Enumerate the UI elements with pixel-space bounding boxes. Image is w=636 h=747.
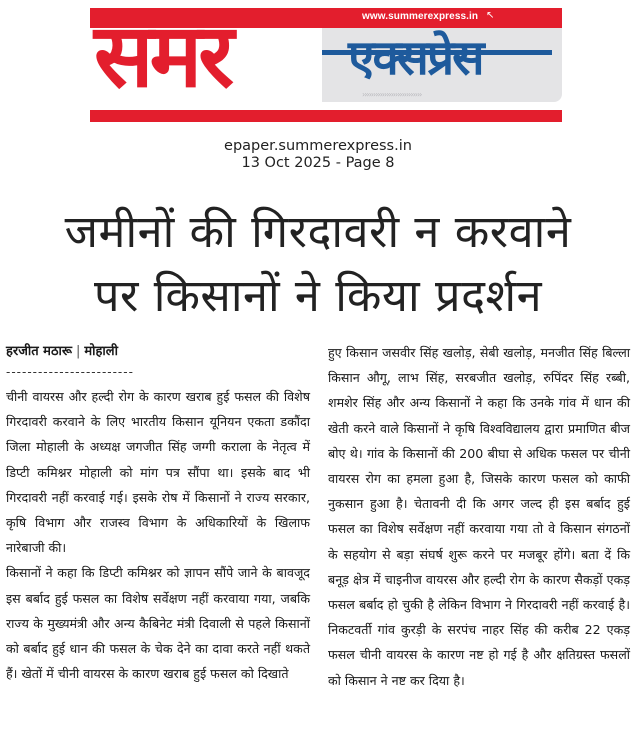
article-column-right (328, 340, 630, 693)
article-paragraph: चीनी वायरस और हल्दी रोग के कारण खराब हुई फसल की विशेष गिरदावरी करवाने के लिए भारतीय किसान यूनियन एकता डकौंदा जिला मोहाली के अध्यक्ष जगजीत सिंह जग्गी कराला के नेतृत्व में डिप्टी कमिश्नर मोहाली को मांग पत्र सौंपा था। इसके बाद भी गिरदावरी नहीं करवाई गई। इसके रोष में किसानों ने राज्य सरकार, कृषि विभाग और राजस्व विभाग के अधिकारियों के खिलाफ नारेबाजी की। (6, 389, 310, 556)
source-date-page: 13 Oct 2025 - Page 8 (241, 155, 395, 171)
article-paragraph: हुए किसान जसवीर सिंह खलोड़, सेबी खलोड़, मनजीत सिंह बिल्ला किसान औगू, लाभ सिंह, सरबजीत खलोड़, रुपिंदर सिंह रब्बी, शमशेर सिंह और अन्य किसानों ने कहा कि उनके गांव में धान की खेती करने वाले किसानों ने कृषि विश्वविद्यालय द्वारा प्रमाणित बीज बोए थे। गांव के किसानों की 200 बीघा से अधिक फसल पर चीनी वायरस रोग का हमला हुआ है, जिसके कारण फसल को काफी नुकसान हुआ है। चेतावनी दी कि अगर जल्द ही इस बर्बाद हुई फसल का विशेष सर्वेक्षण नहीं करवाया गया तो वे किसान संगठनों के सहयोग से बड़ा संघर्ष शुरू करने पर मजबूर होंगे। बता दें कि बनूड़ क्षेत्र में चाइनीज वायरस और हल्दी रोग के कारण सैकड़ों एकड़ फसल बर्बाद हो चुकी है लेकिन विभाग ने गिरदावरी नहीं करवाई है। निकटवर्ती गांव कुरड़ी के सरपंच नाहर सिंह की करीब 22 एकड़ फसल चीनी वायरस के कारण नष्ट हो गई है और क्षतिग्रस्त फसलों को किसान ने नष्ट कर दिया है। (328, 345, 630, 688)
byline (6, 340, 310, 364)
source-site: epaper.summerexpress.in (224, 138, 412, 154)
byline-rule: ------------------------ (6, 365, 134, 379)
masthead-logo (90, 4, 562, 123)
cursor-arrow-icon: ↖ (486, 10, 495, 21)
masthead-bottom-band (90, 110, 562, 122)
article-column-left (6, 340, 310, 686)
byline-author: हरजीत मठारू (6, 344, 72, 359)
masthead-url: www.summerexpress.in (362, 11, 479, 22)
headline-line-2: पर किसानों ने किया प्रदर्शन (93, 269, 543, 322)
byline-separator: | (75, 344, 81, 359)
source-info (0, 138, 636, 172)
headline-line-1: जमीनों की गिरदावरी न करवाने (64, 205, 572, 258)
byline-location: मोहाली (84, 344, 118, 359)
masthead-secondary-word: एक्सप्रेस (348, 30, 483, 86)
article-paragraph: किसानों ने कहा कि डिप्टी कमिश्नर को ज्ञापन सौंपे जाने के बावजूद इस बर्बाद हुई फसल का विशेष सर्वेक्षण नहीं करवाया गया, जबकि राज्य के मुख्यमंत्री और अन्य कैबिनेट मंत्री दिवाली से पहले किसानों को बर्बाद हुई धान की फसल के चेक देने का दावा करते नहीं थकते हैं। खेतों में चीनी वायरस के कारण खराब हुई फसल को दिखाते (6, 565, 310, 682)
masthead-primary-word: समर (94, 4, 231, 107)
article-headline (0, 200, 636, 328)
masthead-chevron-pattern: ››››››››››››››››››››››››››› (362, 90, 422, 99)
